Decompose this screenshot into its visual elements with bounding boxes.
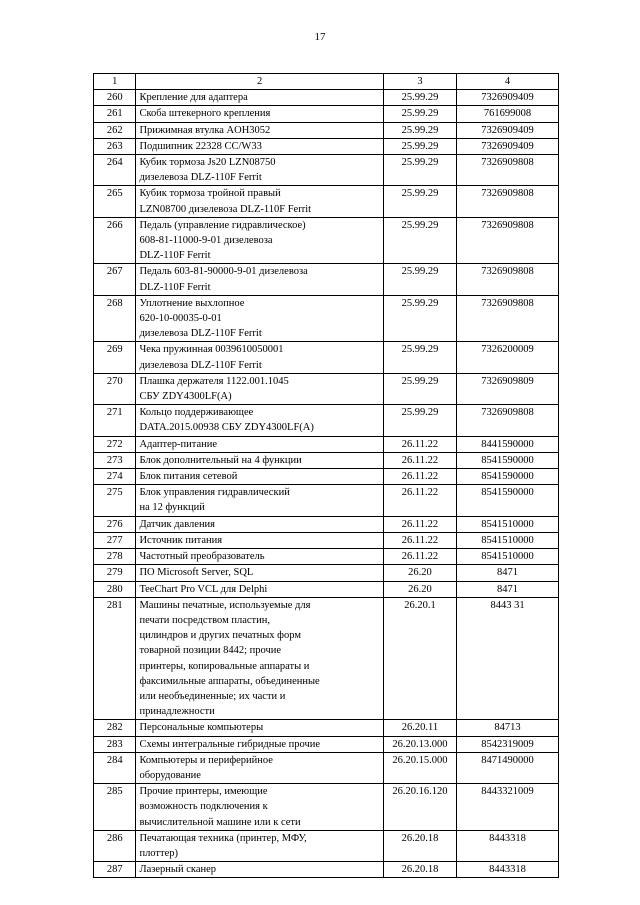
okpd-code-cell: 25.99.29 bbox=[383, 373, 456, 404]
row-number-cell: 284 bbox=[94, 752, 136, 783]
item-name-cell bbox=[136, 90, 383, 106]
tnved-code-cell: 7326909409 bbox=[457, 122, 559, 138]
row-number-cell: 271 bbox=[94, 405, 136, 436]
item-name-line: или необъединенные; их части и bbox=[139, 690, 286, 702]
row-number-cell: 260 bbox=[94, 90, 136, 106]
table-row bbox=[94, 549, 559, 565]
item-name-line: Кубик тормоза Js20 LZN08750 bbox=[139, 157, 276, 169]
tnved-code-cell: 7326909808 bbox=[457, 217, 559, 264]
item-name-line: Частотный преобразователь bbox=[139, 551, 265, 563]
tnved-code-cell: 84713 bbox=[457, 720, 559, 736]
tnved-code-cell: 7326909808 bbox=[457, 155, 559, 186]
tnved-code-cell: 7326909808 bbox=[457, 186, 559, 217]
item-name-cell bbox=[136, 342, 383, 373]
okpd-code-cell: 25.99.29 bbox=[383, 405, 456, 436]
table-row bbox=[94, 516, 559, 532]
item-name-line: Педаль 603-81-90000-9-01 дизелевоза bbox=[139, 266, 308, 278]
table-row bbox=[94, 452, 559, 468]
table-row bbox=[94, 862, 559, 878]
item-name-line: СБУ ZDY4300LF(A) bbox=[139, 391, 232, 403]
page-number: 17 bbox=[314, 31, 326, 43]
table-row bbox=[94, 532, 559, 548]
table-row bbox=[94, 752, 559, 783]
row-number-cell: 275 bbox=[94, 485, 136, 516]
table-row bbox=[94, 830, 559, 861]
table-row bbox=[94, 405, 559, 436]
item-name-line: 608-81-11000-9-01 дизелевоза bbox=[139, 235, 273, 247]
tnved-code-cell: 8471 bbox=[457, 565, 559, 581]
header-col-3: 3 bbox=[383, 74, 456, 90]
table-row bbox=[94, 186, 559, 217]
item-name-line: Чека пружинная 0039610050001 bbox=[139, 344, 284, 356]
header-col-1: 1 bbox=[94, 74, 136, 90]
tnved-code-cell: 7326909409 bbox=[457, 138, 559, 154]
item-name-cell bbox=[136, 373, 383, 404]
table-row bbox=[94, 155, 559, 186]
row-number-cell: 265 bbox=[94, 186, 136, 217]
row-number-cell: 276 bbox=[94, 516, 136, 532]
item-name-line: Скоба штекерного крепления bbox=[139, 108, 271, 120]
row-number-cell: 261 bbox=[94, 106, 136, 122]
item-name-cell bbox=[136, 784, 383, 831]
tnved-code-cell: 761699008 bbox=[457, 106, 559, 122]
row-number-cell: 278 bbox=[94, 549, 136, 565]
item-name-line: печати посредством пластин, bbox=[139, 614, 270, 626]
item-name-line: DATA.2015.00938 СБУ ZDY4300LF(A) bbox=[139, 422, 314, 434]
item-name-cell bbox=[136, 597, 383, 720]
row-number-cell: 277 bbox=[94, 532, 136, 548]
tnved-code-cell: 8541590000 bbox=[457, 452, 559, 468]
okpd-code-cell: 26.11.22 bbox=[383, 516, 456, 532]
table-row bbox=[94, 138, 559, 154]
item-name-line: Прочие принтеры, имеющие bbox=[139, 786, 268, 798]
item-name-cell bbox=[136, 516, 383, 532]
table-row bbox=[94, 597, 559, 720]
tnved-code-cell: 8541590000 bbox=[457, 469, 559, 485]
item-name-line: Персональные компьютеры bbox=[139, 722, 264, 734]
item-name-cell bbox=[136, 532, 383, 548]
item-name-line: Компьютеры и периферийное bbox=[139, 754, 273, 766]
okpd-code-cell: 25.99.29 bbox=[383, 217, 456, 264]
table-row bbox=[94, 581, 559, 597]
table-row bbox=[94, 784, 559, 831]
item-name-cell bbox=[136, 720, 383, 736]
okpd-code-cell: 26.11.22 bbox=[383, 532, 456, 548]
row-number-cell: 287 bbox=[94, 862, 136, 878]
table-row bbox=[94, 217, 559, 264]
item-name-line: 620-10-00035-0-01 bbox=[139, 313, 222, 325]
item-name-line: Датчик давления bbox=[139, 518, 216, 530]
item-name-line: на 12 функций bbox=[139, 502, 205, 514]
item-name-line: принадлежности bbox=[139, 706, 215, 718]
row-number-cell: 283 bbox=[94, 736, 136, 752]
item-name-cell bbox=[136, 295, 383, 342]
row-number-cell: 266 bbox=[94, 217, 136, 264]
item-name-cell bbox=[136, 830, 383, 861]
item-name-line: факсимильные аппараты, объединенные bbox=[139, 675, 320, 687]
okpd-code-cell: 26.11.22 bbox=[383, 549, 456, 565]
item-name-line: TeeChart Pro VCL для Delphi bbox=[139, 583, 268, 595]
row-number-cell: 270 bbox=[94, 373, 136, 404]
item-name-line: DLZ-110F Ferrit bbox=[139, 250, 211, 262]
tnved-code-cell: 8443 31 bbox=[457, 597, 559, 720]
row-number-cell: 280 bbox=[94, 581, 136, 597]
item-name-cell bbox=[136, 452, 383, 468]
item-name-line: DLZ-110F Ferrit bbox=[139, 281, 211, 293]
table-row bbox=[94, 90, 559, 106]
okpd-code-cell: 25.99.29 bbox=[383, 264, 456, 295]
item-name-cell bbox=[136, 565, 383, 581]
item-name-line: Схемы интегральные гибридные прочие bbox=[139, 738, 321, 750]
row-number-cell: 274 bbox=[94, 469, 136, 485]
row-number-cell: 273 bbox=[94, 452, 136, 468]
item-name-line: Блок дополнительный на 4 функции bbox=[139, 454, 302, 466]
item-name-cell bbox=[136, 736, 383, 752]
item-name-line: Уплотнение выхлопное bbox=[139, 297, 245, 309]
item-name-cell bbox=[136, 485, 383, 516]
table-row bbox=[94, 436, 559, 452]
okpd-code-cell: 26.20.1 bbox=[383, 597, 456, 720]
item-name-line: LZN08700 дизелевоза DLZ-110F Ferrit bbox=[139, 203, 312, 215]
item-name-line: дизелевоза DLZ-110F Ferrit bbox=[139, 172, 262, 184]
item-name-line: оборудование bbox=[139, 769, 201, 781]
item-name-cell bbox=[136, 155, 383, 186]
okpd-code-cell: 26.20.11 bbox=[383, 720, 456, 736]
okpd-code-cell: 26.11.22 bbox=[383, 436, 456, 452]
table-row bbox=[94, 720, 559, 736]
item-name-line: товарной позиции 8442; прочие bbox=[139, 645, 282, 657]
row-number-cell: 263 bbox=[94, 138, 136, 154]
tnved-code-cell: 8471490000 bbox=[457, 752, 559, 783]
goods-table bbox=[93, 73, 559, 878]
item-name-cell bbox=[136, 469, 383, 485]
table-row bbox=[94, 373, 559, 404]
row-number-cell: 279 bbox=[94, 565, 136, 581]
item-name-line: дизелевоза DLZ-110F Ferrit bbox=[139, 359, 262, 371]
tnved-code-cell: 8443318 bbox=[457, 862, 559, 878]
item-name-line: Подшипник 22328 CC/W33 bbox=[139, 140, 262, 152]
row-number-cell: 285 bbox=[94, 784, 136, 831]
tnved-code-cell: 8441590000 bbox=[457, 436, 559, 452]
tnved-code-cell: 7326909808 bbox=[457, 295, 559, 342]
item-name-cell bbox=[136, 752, 383, 783]
item-name-cell bbox=[136, 436, 383, 452]
item-name-cell bbox=[136, 264, 383, 295]
item-name-cell bbox=[136, 549, 383, 565]
item-name-line: Плашка держателя 1122.001.1045 bbox=[139, 375, 289, 387]
row-number-cell: 281 bbox=[94, 597, 136, 720]
item-name-cell bbox=[136, 217, 383, 264]
item-name-line: принтеры, копировальные аппараты и bbox=[139, 660, 310, 672]
item-name-line: Кубик тормоза тройной правый bbox=[139, 188, 281, 200]
okpd-code-cell: 25.99.29 bbox=[383, 295, 456, 342]
table-row bbox=[94, 342, 559, 373]
table-row bbox=[94, 295, 559, 342]
item-name-line: Блок питания сетевой bbox=[139, 471, 238, 483]
tnved-code-cell: 8541590000 bbox=[457, 485, 559, 516]
row-number-cell: 267 bbox=[94, 264, 136, 295]
item-name-cell bbox=[136, 405, 383, 436]
okpd-code-cell: 26.11.22 bbox=[383, 469, 456, 485]
item-name-line: Источник питания bbox=[139, 534, 223, 546]
table-row bbox=[94, 736, 559, 752]
item-name-line: цилиндров и других печатных форм bbox=[139, 630, 301, 642]
okpd-code-cell: 25.99.29 bbox=[383, 106, 456, 122]
okpd-code-cell: 26.20.16.120 bbox=[383, 784, 456, 831]
item-name-cell bbox=[136, 122, 383, 138]
okpd-code-cell: 26.20.18 bbox=[383, 862, 456, 878]
item-name-cell bbox=[136, 581, 383, 597]
item-name-line: Прижимная втулка AOH3052 bbox=[139, 124, 271, 136]
item-name-cell bbox=[136, 186, 383, 217]
table-row bbox=[94, 565, 559, 581]
tnved-code-cell: 7326909808 bbox=[457, 264, 559, 295]
item-name-line: Крепление для адаптера bbox=[139, 92, 248, 104]
item-name-line: вычислительной машине или к сети bbox=[139, 816, 301, 828]
tnved-code-cell: 8443321009 bbox=[457, 784, 559, 831]
item-name-line: плоттер) bbox=[139, 847, 179, 859]
okpd-code-cell: 26.20.15.000 bbox=[383, 752, 456, 783]
table-row bbox=[94, 106, 559, 122]
tnved-code-cell: 8443318 bbox=[457, 830, 559, 861]
tnved-code-cell: 8541510000 bbox=[457, 516, 559, 532]
tnved-code-cell: 8541510000 bbox=[457, 532, 559, 548]
item-name-line: Блок управления гидравлический bbox=[139, 487, 290, 499]
item-name-cell bbox=[136, 106, 383, 122]
header-col-2: 2 bbox=[136, 74, 383, 90]
okpd-code-cell: 26.20 bbox=[383, 581, 456, 597]
okpd-code-cell: 25.99.29 bbox=[383, 90, 456, 106]
tnved-code-cell: 8541510000 bbox=[457, 549, 559, 565]
item-name-line: возможность подключения к bbox=[139, 801, 268, 813]
table-body bbox=[94, 90, 559, 878]
item-name-cell bbox=[136, 862, 383, 878]
okpd-code-cell: 26.20 bbox=[383, 565, 456, 581]
table-row bbox=[94, 485, 559, 516]
row-number-cell: 286 bbox=[94, 830, 136, 861]
table-header-row bbox=[94, 74, 559, 90]
okpd-code-cell: 26.11.22 bbox=[383, 485, 456, 516]
header-col-4: 4 bbox=[457, 74, 559, 90]
tnved-code-cell: 7326909409 bbox=[457, 90, 559, 106]
okpd-code-cell: 25.99.29 bbox=[383, 122, 456, 138]
table-row bbox=[94, 264, 559, 295]
item-name-line: ПО Microsoft Server, SQL bbox=[139, 567, 254, 579]
okpd-code-cell: 25.99.29 bbox=[383, 342, 456, 373]
tnved-code-cell: 8471 bbox=[457, 581, 559, 597]
item-name-cell bbox=[136, 138, 383, 154]
item-name-line: Машины печатные, используемые для bbox=[139, 599, 311, 611]
item-name-line: Адаптер-питание bbox=[139, 438, 218, 450]
okpd-code-cell: 25.99.29 bbox=[383, 138, 456, 154]
okpd-code-cell: 26.20.18 bbox=[383, 830, 456, 861]
row-number-cell: 282 bbox=[94, 720, 136, 736]
item-name-line: Кольцо поддерживающее bbox=[139, 407, 254, 419]
item-name-line: Печатающая техника (принтер, МФУ, bbox=[139, 832, 307, 844]
row-number-cell: 262 bbox=[94, 122, 136, 138]
tnved-code-cell: 7326200009 bbox=[457, 342, 559, 373]
item-name-line: Педаль (управление гидравлическое) bbox=[139, 219, 306, 231]
item-name-line: дизелевоза DLZ-110F Ferrit bbox=[139, 328, 262, 340]
tnved-code-cell: 8542319009 bbox=[457, 736, 559, 752]
okpd-code-cell: 25.99.29 bbox=[383, 155, 456, 186]
okpd-code-cell: 26.20.13.000 bbox=[383, 736, 456, 752]
item-name-line: Лазерный сканер bbox=[139, 864, 217, 876]
table-row bbox=[94, 122, 559, 138]
tnved-code-cell: 7326909809 bbox=[457, 373, 559, 404]
tnved-code-cell: 7326909808 bbox=[457, 405, 559, 436]
okpd-code-cell: 26.11.22 bbox=[383, 452, 456, 468]
row-number-cell: 269 bbox=[94, 342, 136, 373]
row-number-cell: 264 bbox=[94, 155, 136, 186]
row-number-cell: 268 bbox=[94, 295, 136, 342]
okpd-code-cell: 25.99.29 bbox=[383, 186, 456, 217]
row-number-cell: 272 bbox=[94, 436, 136, 452]
table-row bbox=[94, 469, 559, 485]
